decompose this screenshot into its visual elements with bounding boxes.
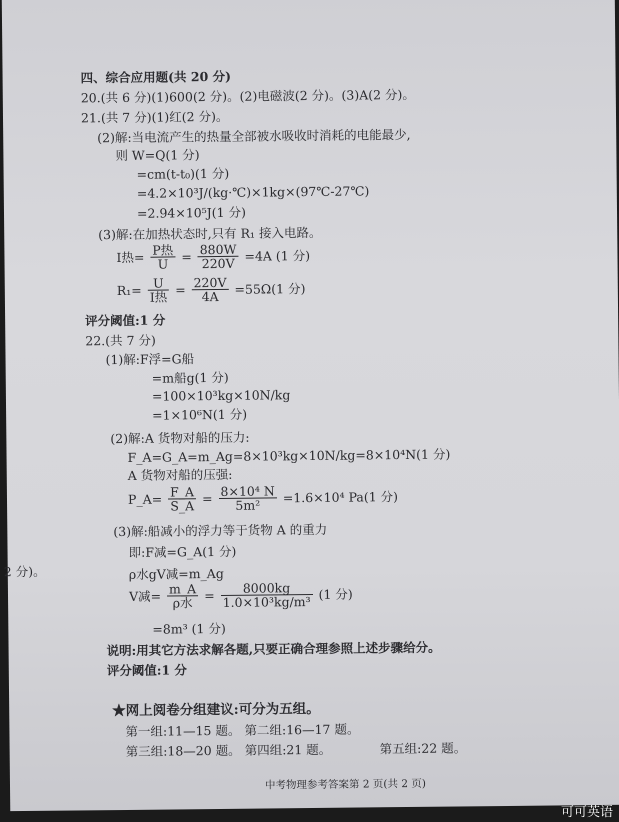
q21-head: 21.(共 7 分)(1)红(2 分)。	[80, 108, 229, 126]
frac-den: U	[157, 256, 169, 272]
q22-score: 评分阈值:1 分	[106, 662, 188, 679]
q22-part1-line2: =m船g(1 分)	[151, 369, 229, 386]
answer-sheet-page	[2, 0, 619, 811]
frac-den: 220V	[201, 255, 235, 272]
force-value-fraction	[218, 484, 277, 512]
equals: =	[202, 490, 213, 506]
section-title: 四、综合应用题(共 20 分)	[80, 68, 232, 86]
mass-over-density	[167, 582, 198, 609]
frac-den: S_A	[170, 498, 195, 514]
power-over-voltage	[150, 243, 175, 270]
frac-num: m_A	[168, 581, 197, 597]
q21-line1: 则 W=Q(1 分)	[115, 147, 200, 164]
q21-line4: =2.94×10⁵J(1 分)	[136, 204, 246, 221]
q22-part3-line2: ρ水gV减=m_Ag	[128, 565, 224, 582]
frac-den: 4A	[201, 288, 219, 305]
volume-lhs: V减=	[128, 588, 162, 604]
frac-num: F_A	[170, 484, 195, 500]
volume-formula	[129, 581, 353, 610]
q20-answer: 20.(共 6 分)(1)600(2 分)。(2)电磁波(2 分)。(3)A(2 分)。	[80, 86, 415, 106]
group-3: 第三组:18—20 题。	[125, 742, 241, 759]
frac-num: 220V	[193, 274, 227, 291]
frac-den: I热	[149, 289, 168, 305]
q22-part2-line2: A 货物对船的压强:	[127, 466, 233, 483]
q22-note: 说明:用其它方法求解各题,只要正确合理参照上述步骤给分。	[106, 639, 441, 659]
page-footer: 中考物理参考答案第 2 页(共 2 页)	[264, 777, 426, 792]
q22-part3: (3)解:船减小的浮力等于货物 A 的重力	[113, 521, 328, 540]
power-value-fraction	[198, 243, 239, 270]
frac-num: 8×10⁴ N	[220, 483, 275, 499]
pressure-result: =1.6×10⁴ Pa(1 分)	[282, 488, 399, 505]
resistance-lhs: R₁=	[116, 282, 142, 298]
frac-num: 880W	[199, 241, 237, 258]
q22-part3-line1: 即:F减=G_A(1 分)	[128, 543, 237, 560]
grouping-title: ★网上阅卷分组建议:可分为五组。	[112, 700, 320, 720]
equals: =	[204, 587, 215, 603]
q21-score: 评分阈值:1 分	[85, 312, 166, 329]
q22-part1-line3: =100×10³kg×10N/kg	[151, 387, 291, 404]
frac-den: ρ水	[172, 595, 193, 611]
current-lhs: I热=	[116, 249, 145, 265]
pressure-lhs: P_A=	[127, 491, 163, 507]
q22-part1: (1)解:F浮=G船	[105, 351, 195, 368]
q22-part2: (2)解:A 货物对船的压力:	[110, 429, 250, 447]
group-1: 第一组:11—15 题。	[125, 722, 241, 739]
group-2: 第二组:16—17 题。	[244, 721, 360, 738]
q21-part2: (2)解:当电流产生的热量全部被水吸收时消耗的电能最少,	[97, 126, 411, 146]
q22-part2-line1: F_A=G_A=m_Ag=8×10³kg×10N/kg=8×10⁴N(1 分)	[127, 446, 451, 465]
frac-num: U	[148, 276, 170, 290]
voltage-over-current	[148, 276, 170, 303]
watermark-logo: 可可英语	[560, 805, 613, 820]
q22-part1-line4: =1×10⁶N(1 分)	[152, 406, 248, 423]
margin-fragment: 2 分)。	[3, 563, 46, 580]
frac-den: 1.0×10³kg/m³	[222, 594, 311, 610]
q21-part3: (3)解:在加热状态时,只有 R₁ 接入电路。	[98, 224, 322, 243]
resistance-result: =55Ω(1 分)	[234, 280, 306, 297]
group-5: 第五组:22 题。	[379, 740, 467, 757]
volume-result: =8m³ (1 分)	[152, 620, 226, 637]
group-4: 第四组:21 题。	[244, 741, 332, 758]
volume-score: (1 分)	[318, 586, 353, 602]
q21-line3: =4.2×10³J/(kg·℃)×1kg×(97℃-27℃)	[136, 183, 370, 201]
equals: =	[181, 248, 192, 264]
voltage-value-fraction	[191, 276, 228, 303]
current-formula	[116, 242, 310, 271]
equals: =	[175, 281, 186, 297]
mass-value-fraction	[220, 581, 312, 609]
q22-head: 22.(共 7 分)	[85, 332, 156, 349]
frac-den: 5m²	[235, 497, 261, 513]
q21-line2: =cm(t-t₀)(1 分)	[136, 165, 230, 182]
force-over-area	[168, 485, 196, 512]
resistance-formula	[117, 275, 306, 304]
frac-num: 8000kg	[220, 581, 312, 596]
frac-num: P热	[152, 242, 174, 258]
current-result: =4A (1 分)	[244, 247, 311, 264]
pressure-formula	[128, 483, 398, 513]
